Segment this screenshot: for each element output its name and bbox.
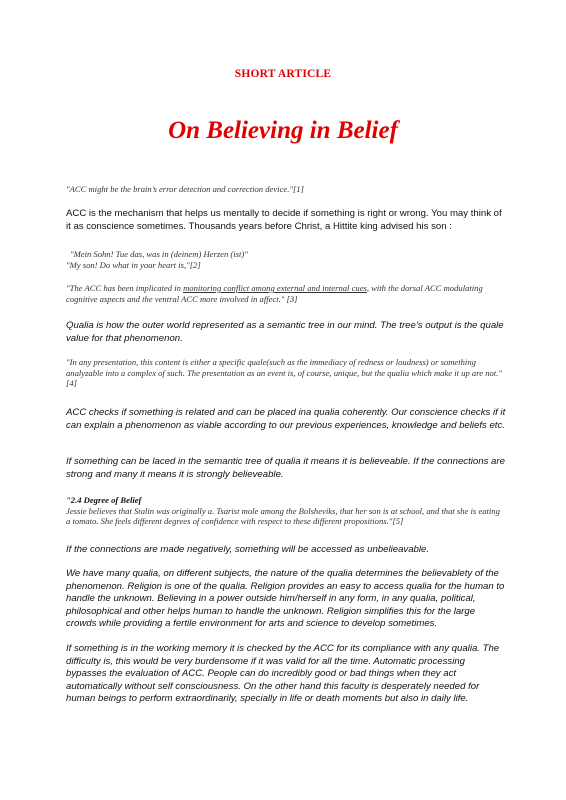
paragraph-2: Qualia is how the outer world represented as a semantic tree in our mind. The tree’s output is the quale value for that phenomenon.	[66, 320, 504, 344]
quote-5-heading: "2.4 Degree of Belief	[66, 495, 142, 505]
section-label: SHORT ARTICLE	[234, 68, 332, 80]
article-title: On Believing in Belief	[168, 117, 398, 144]
quote-3-end: , with the dorsal ACC modulating cognitive aspects and the ventral ACC more involved in affect." [3]	[66, 283, 483, 304]
quote-4: "In any presentation, this content is either a specific quale(such as the immediacy of redness or loudness) or something analyzable into a complex of such. The presentation as an event is, of course, unique, but the qualia which make it up are not." [4]	[66, 357, 502, 388]
paragraph-3: ACC checks if something is related and can be placed ina qualia coherently. Our conscience checks if it can explain a phenomenon as viable according to our previous experiences, knowledge and beliefs etc.	[66, 407, 506, 431]
quote-3	[66, 283, 506, 304]
paragraph-6: We have many qualia, on different subjects, the nature of the qualia determines the believablety of the phenomenon. Religion is one of the qualia. Religion provides an easy to access qualia for the human to handle the unknown. Believing in a power outside him/herself in any form, in any qualia, political, philosophical and other helps human to handle the unknown. Religion simplifies this for the large crowds while providing a fertile environment for arts and science to develop sometimes.	[66, 568, 505, 629]
paragraph-1: ACC is the mechanism that helps us mentally to decide if something is right or wrong. You may think of it as conscience sometimes. Thousands years before Christ, a Hittite king advised his son :	[66, 208, 502, 232]
quote-3-start: "The ACC has been implicated in	[66, 283, 184, 293]
quote-5	[66, 495, 506, 527]
quote-2	[66, 249, 506, 270]
quote-3-underlined: monitoring conflict among external and internal cues	[183, 283, 367, 293]
quote-5-body: Jessie believes that Stalin was originally a. Tsarist mole among the Bolsheviks, that her son is at school, and that she is eating a tomato. She feels different degrees of confidence with respect to these different propositions."[5]	[66, 505, 500, 526]
quote-2-english: "My son! Do what in your heart is,"[2]	[66, 259, 201, 270]
paragraph-5: If the connections are made negatively, something will be accessed as unbelieavable.	[66, 544, 430, 555]
paragraph-4: If something can be laced in the semantic tree of qualia it means it is believeable. If the connections are strong and many it means it is strongly believeable.	[66, 456, 505, 480]
quote-2-german: "Mein Sohn! Tue das, was in (deinem) Herzen (ist)"	[70, 249, 248, 259]
quote-1: "ACC might be the brain’s error detection and correction device."[1]	[66, 184, 304, 194]
paragraph-7: If something is in the working memory it is checked by the ACC for its compliance with any qualia. The difficulty is, this would be very burdensome if it was valid for all the time. Automatic processing bypasses the evaluation of ACC. People can do incredibly good or bad things when they act automatically without self consciousness. On the other hand this faculty is desperately needed for human beings to perform extraordinarily, specially in life or death moments but also in daily life.	[66, 643, 500, 704]
